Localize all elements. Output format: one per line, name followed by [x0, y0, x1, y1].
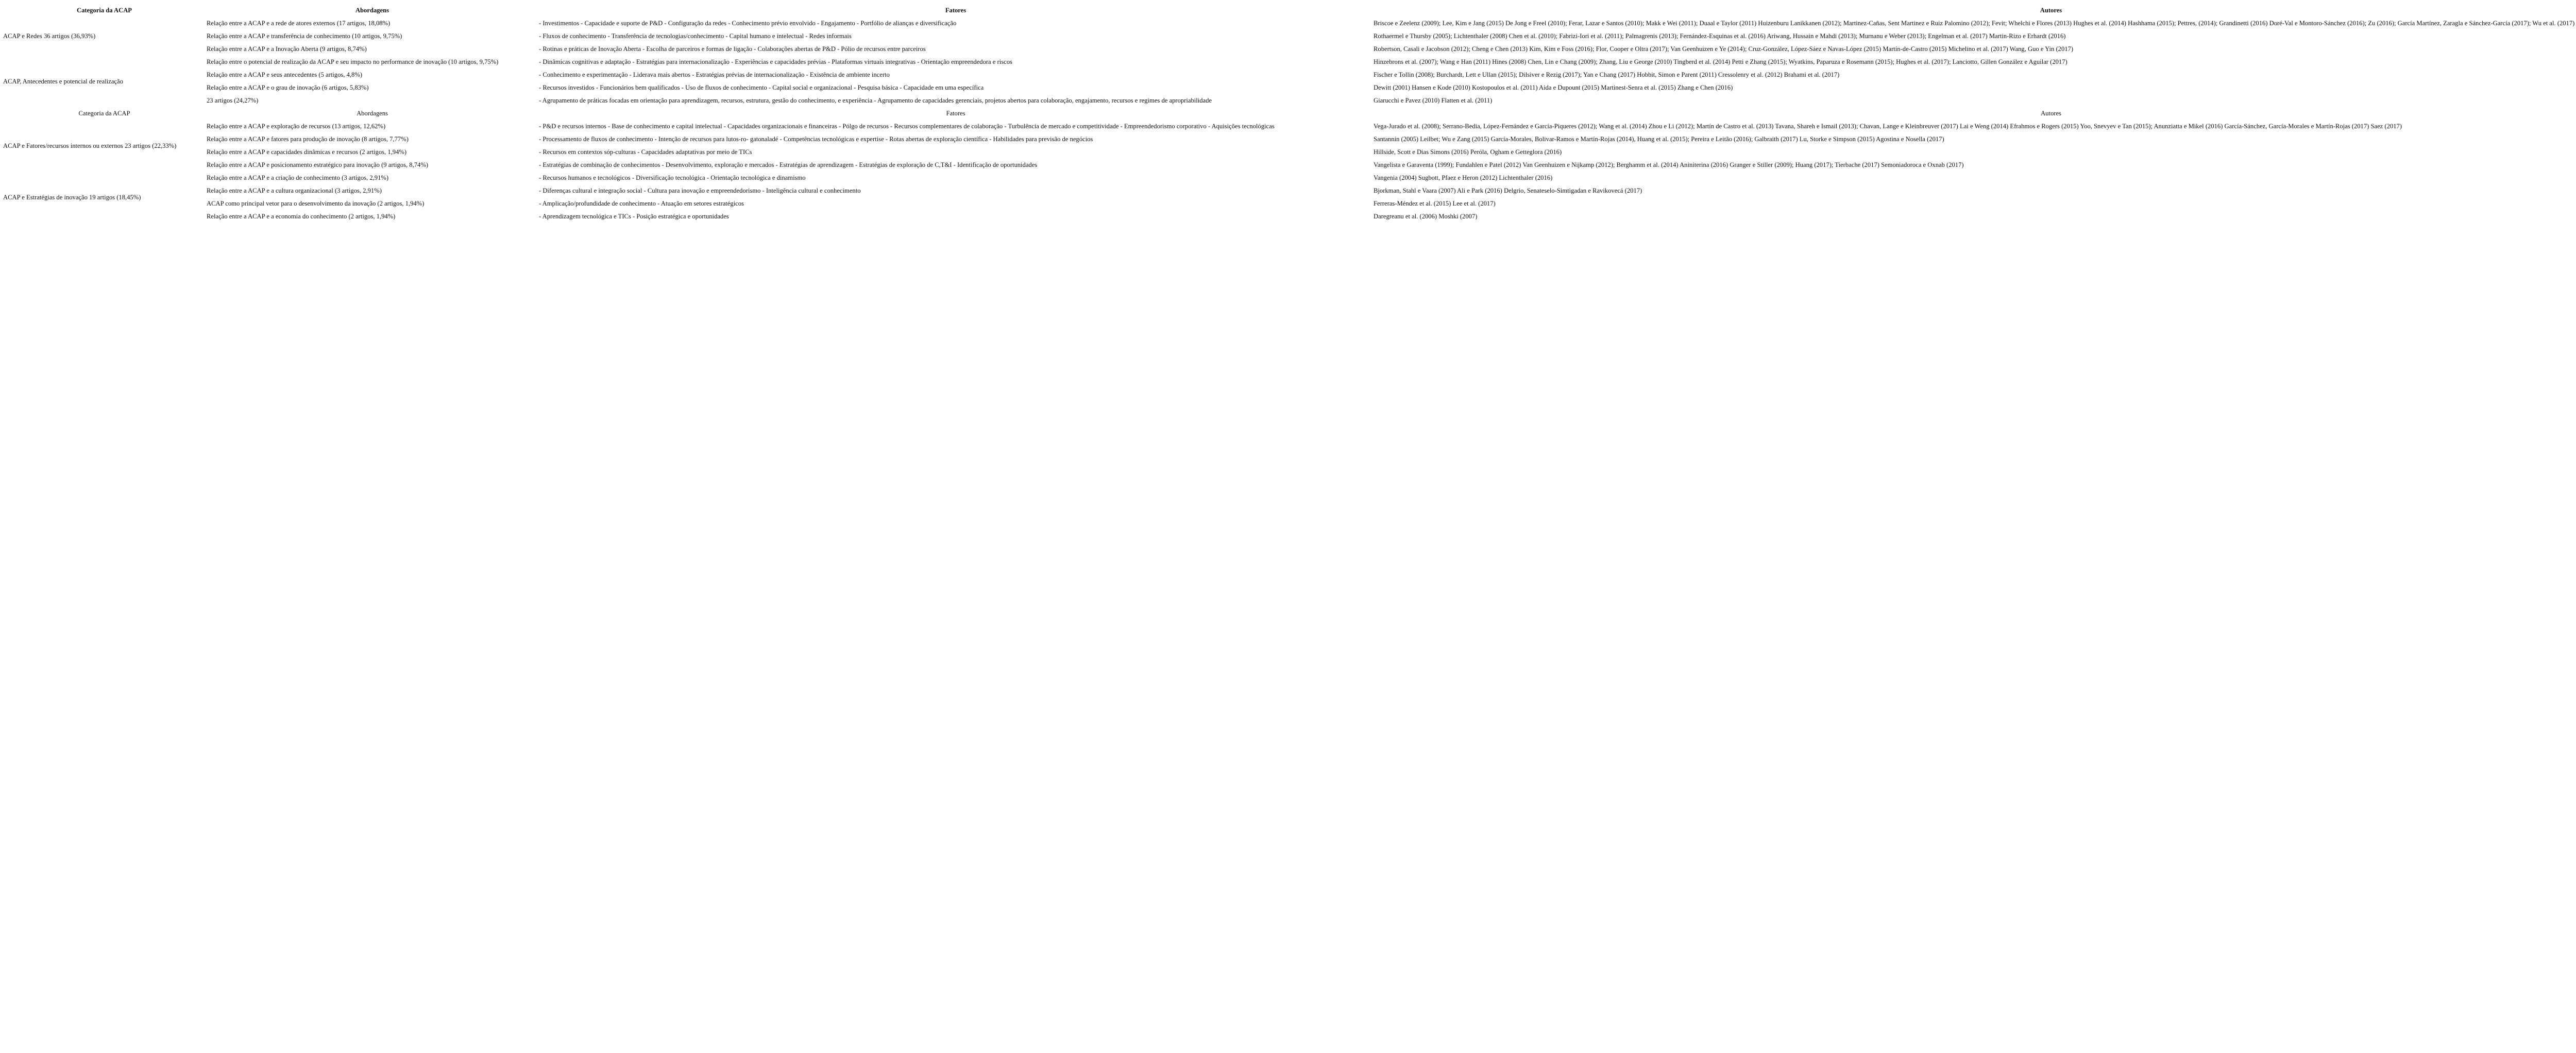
authors-cell: Rothaermel e Thursby (2005); Lichtenthaler (2008) Chen et al. (2010); Fabrizi-Iori et al. (2011); Palmagrenis (2013); Fernández-Esquinas et al. (2016) Ariwang, Hussain e Mahdi (2013); Murnanu e Weber (2013); Engelman et al. (2017) Martin-Rizo e Erhardt (2016) [1374, 32, 2066, 40]
authors-cell: Bjorkman, Stahl e Vaara (2007) Ali e Park (2016) Delgrio, Senateselo-Simtigadan e Ravikovecá (2017) [1374, 187, 1642, 194]
approach-cell: ACAP como principal vetor para o desenvolvimento da inovação (2 artigos, 1,94%) [207, 200, 425, 207]
table-row [2, 30, 2576, 43]
table-row [2, 159, 2576, 172]
table-row [2, 133, 2576, 146]
table-row [2, 197, 2576, 210]
header-approaches: Abordagens [355, 7, 389, 14]
header-category: Categoria da ACAP [78, 110, 130, 117]
table-row [2, 81, 2576, 94]
factors-cell: - Recursos humanos e tecnológicos - Diversificação tecnológica - Orientação tecnológica e dinamismo [539, 174, 806, 181]
table-row [2, 17, 2576, 30]
table-row [2, 120, 2576, 133]
approach-cell: Relação entre a ACAP e a Inovação Aberta (9 artigos, 8,74%) [207, 45, 367, 53]
table-row [2, 172, 2576, 184]
approach-cell: Relação entre a ACAP e transferência de conhecimento (10 artigos, 9,75%) [207, 32, 402, 40]
category-cell: ACAP e Fatores/recursos internos ou externos 23 artigos (22,33%) [3, 142, 177, 149]
header-factors: Fatores [945, 7, 967, 14]
authors-cell: Daregreanu et al. (2006) Moshki (2007) [1374, 213, 1478, 220]
category-cell: ACAP, Antecedentes e potencial de realização [3, 77, 123, 85]
header-factors: Fatores [946, 110, 965, 117]
factors-cell: - Recursos em contextos sóp-culturas - Capacidades adaptativas por meio de TICs [539, 148, 752, 156]
authors-cell: Dewitt (2001) Hansen e Kode (2010) Kostopoulos et al. (2011) Aida e Dupount (2015) Martinest-Senra et al. (2015) Zhang e Chen (2016) [1374, 84, 1733, 91]
approach-cell: 23 artigos (24,27%) [207, 97, 259, 104]
authors-cell: Fischer e Tollin (2008); Burchardt, Lett e Ullan (2015); Dilsiver e Rezig (2017); Yan e Chang (2017) Hobbit, Simon e Parent (2011) Cressolenry et al. (2012) Brahami et al. (2017) [1374, 71, 1840, 78]
factors-cell: - Processamento de fluxos de conhecimento - Intenção de recursos para lutos-ro- gatonaladé - Competências tecnológicas e expertise - Rotas abertas de exploração científica - Habilidades para previsão de negócios [539, 135, 1093, 143]
approach-cell: Relação entre a ACAP e a criação de conhecimento (3 artigos, 2,91%) [207, 174, 389, 181]
table-row [2, 184, 2576, 197]
table-row [2, 56, 2576, 69]
factors-cell: - Conhecimento e experimentação - Liderava mais abertos - Estratégias prévias de internacionalização - Existência de ambiente incerto [539, 71, 890, 78]
factors-cell: - Rotinas e práticas de Inovação Aberta - Escolha de parceiros e formas de ligação - Colaborações abertas de P&D - Pólio de recursos entre parceiros [539, 45, 926, 53]
authors-cell: Hinzebrons et al. (2007); Wang e Han (2011) Hines (2008) Chen, Lin e Chang (2009); Zhang, Liu e George (2010) Tingberd et al. (2014) Petti e Zhang (2015); Wyatkins, Paparuza e Rosemann (2015); Hughes et al. (2017); Lanciotto, Gillen González e Aguilar (2017) [1374, 58, 2067, 65]
table-row [2, 94, 2576, 107]
factors-cell: - Recursos investidos - Funcionários bem qualificados - Uso de fluxos de conhecimento - Capital social e organizacional - Pesquisa básica - Capacidade em uma específica [539, 84, 984, 91]
approach-cell: Relação entre a ACAP e a cultura organizacional (3 artigos, 2,91%) [207, 187, 382, 194]
table-row [2, 146, 2576, 159]
factors-cell: - Agrupamento de práticas focadas em orientação para aprendizagem, recursos, estrutura, gestão do conhecimento, e experiência - Agrupamento de capacidades gerenciais, projetos abertos para colaboração, engajamento, recursos e regimes de apropriabilidade [539, 97, 1212, 104]
approach-cell: Relação entre a ACAP e capacidades dinâmicas e recursos (2 artigos, 1,94%) [207, 148, 407, 156]
authors-cell: Hillside, Scott e Dias Simons (2016) Peróla, Ogham e Getteglora (2016) [1374, 148, 1562, 156]
table-row [2, 210, 2576, 223]
header-authors: Autores [2040, 7, 2062, 14]
approach-cell: Relação entre a ACAP e a economia do conhecimento (2 artigos, 1,94%) [207, 213, 396, 220]
factors-cell: - Estratégias de combinação de conhecimentos - Desenvolvimento, exploração e mercados - Estratégias de aprendizagem - Estratégias de exploração de C,T&I - Identificação de oportunidades [539, 161, 1038, 168]
approach-cell: Relação entre a ACAP e seus antecedentes (5 artigos, 4,8%) [207, 71, 363, 78]
header-approaches: Abordagens [357, 110, 388, 117]
authors-cell: Vangelista e Garaventa (1999); Fundahlen e Patel (2012) Van Geenhuizen e Nijkamp (2012); Berghamm et al. (2014) Aniniterina (2016) Granger e Stiller (2009); Huang (2017); Tierbache (2017) Semoniadoroca e Oxnab (2017) [1374, 161, 1964, 168]
factors-cell: - Amplicação/profundidade de conhecimento - Atuação em setores estratégicos [539, 200, 744, 207]
acap-table [2, 4, 2576, 223]
category-cell: ACAP e Estratégias de inovação 19 artigos (18,45%) [3, 193, 141, 201]
table2-header-row [2, 107, 2576, 120]
authors-cell: Vangenia (2004) Sugbott, Pfaez e Heron (2012) Lichtenthaler (2016) [1374, 174, 1553, 181]
authors-cell: Giarucchi e Pavez (2010) Flatten et al. (2011) [1374, 97, 1493, 104]
table-row [2, 69, 2576, 81]
authors-cell: Briscoe e Zeelenz (2009); Lee, Kim e Jang (2015) De Jong e Freel (2010); Ferar, Lazar e Santos (2010); Makk e Wei (2011); Duaal e Taylor (2011) Huizenburu Lanikkanen (2012); Martinez-Cañas, Sent Martinez e Ruiz Palomino (2012); Fevit; Whelchi e Flores (2013) Hughes et al. (2014) Hashhama (2015); Pettres, (2014); Grandinetti (2016) Doré-Val e Montoro-Sánchez (2016); Zu (2016); García Martínez, Zaragla e Sánchez-García (2017); Wu et al. (2017) [1374, 20, 2575, 27]
table-row [2, 43, 2576, 56]
approach-cell: Relação entre a ACAP e posicionamento estratégico para inovação (9 artigos, 8,74%) [207, 161, 429, 168]
header-category: Categoria da ACAP [76, 7, 132, 14]
authors-cell: Santannin (2005) Leilbet; Wu e Zang (2015) García-Morales, Bolivar-Ramos e Martín-Rojas (2014), Huang et al. (2015); Pereira e Leitão (2016); Galbraith (2017) Lu, Storke e Simpson (2015) Agostina e Nosella (2017) [1374, 135, 1944, 143]
factors-cell: - Fluxos de conhecimento - Transferência de tecnologias/conhecimento - Capital humano e intelectual - Redes informais [539, 32, 852, 40]
approach-cell: Relação entre a ACAP e exploração de recursos (13 artigos, 12,62%) [207, 123, 386, 130]
factors-cell: - P&D e recursos internos - Base de conhecimento e capital intelectual - Capacidades organizacionais e financeiras - Pólgo de recursos - Recursos complementares de colaboração - Turbulência de mercado e competitividade - Empreendedorismo corporativo - Aquisições tecnológicas [539, 123, 1275, 130]
factors-cell: - Aprendizagem tecnológica e TICs - Posição estratégica e oportunidades [539, 213, 729, 220]
approach-cell: Relação entre a ACAP e fatores para produção de inovação (8 artigos, 7,77%) [207, 135, 409, 143]
header-authors: Autores [2041, 110, 2061, 117]
approach-cell: Relação entre o potencial de realização da ACAP e seu impacto no performance de inovação (10 artigos, 9,75%) [207, 58, 499, 65]
authors-cell: Vega-Jurado et al. (2008); Serrano-Bedia, López-Fernández e García-Piqueres (2012); Wang et al. (2014) Zhou e Li (2012); Martín de Castro et al. (2013) Tavana, Shareh e Ismail (2013); Chavan, Lange e Kleinbreuver (2017) Lai e Weng (2014) Efrahmos e Rogers (2015) Yoo, Snevyev e Tan (2015); Anunziatta e Mikel (2016) García-Sánchez, García-Morales e Martín-Rojas (2017) Saez (2017) [1374, 123, 2402, 130]
factors-cell: - Investimentos - Capacidade e suporte de P&D - Configuração da redes - Conhecimento prévio envolvido - Engajamento - Portfólio de alianças e diversificação [539, 20, 957, 27]
approach-cell: Relação entre a ACAP e o grau de inovação (6 artigos, 5,83%) [207, 84, 369, 91]
authors-cell: Ferreras-Méndez et al. (2015) Lee et al. (2017) [1374, 200, 1496, 207]
authors-cell: Robertson, Casali e Jacobson (2012); Cheng e Chen (2013) Kim, Kim e Foss (2016); Flor, Cooper e Oltra (2017); Van Geenhuizen e Ye (2014); Cruz-González, López-Sáez e Navas-López (2015) Martín-de-Castro (2015) Michelino et al. (2017) Wang, Guo e Yin (2017) [1374, 45, 2074, 53]
category-cell: ACAP e Redes 36 artigos (36,93%) [3, 32, 96, 40]
factors-cell: - Dinâmicas cognitivas e adaptação - Estratégias para internacionalização - Experiências e capacidades prévias - Plataformas virtuais integrativas - Orientação empreendedora e riscos [539, 58, 1012, 65]
factors-cell: - Diferenças cultural e integração social - Cultura para inovação e empreendedorismo - Inteligência cultural e conhecimento [539, 187, 861, 194]
table1-header-row [2, 4, 2576, 17]
approach-cell: Relação entre a ACAP e a rede de atores externos (17 artigos, 18,08%) [207, 20, 391, 27]
